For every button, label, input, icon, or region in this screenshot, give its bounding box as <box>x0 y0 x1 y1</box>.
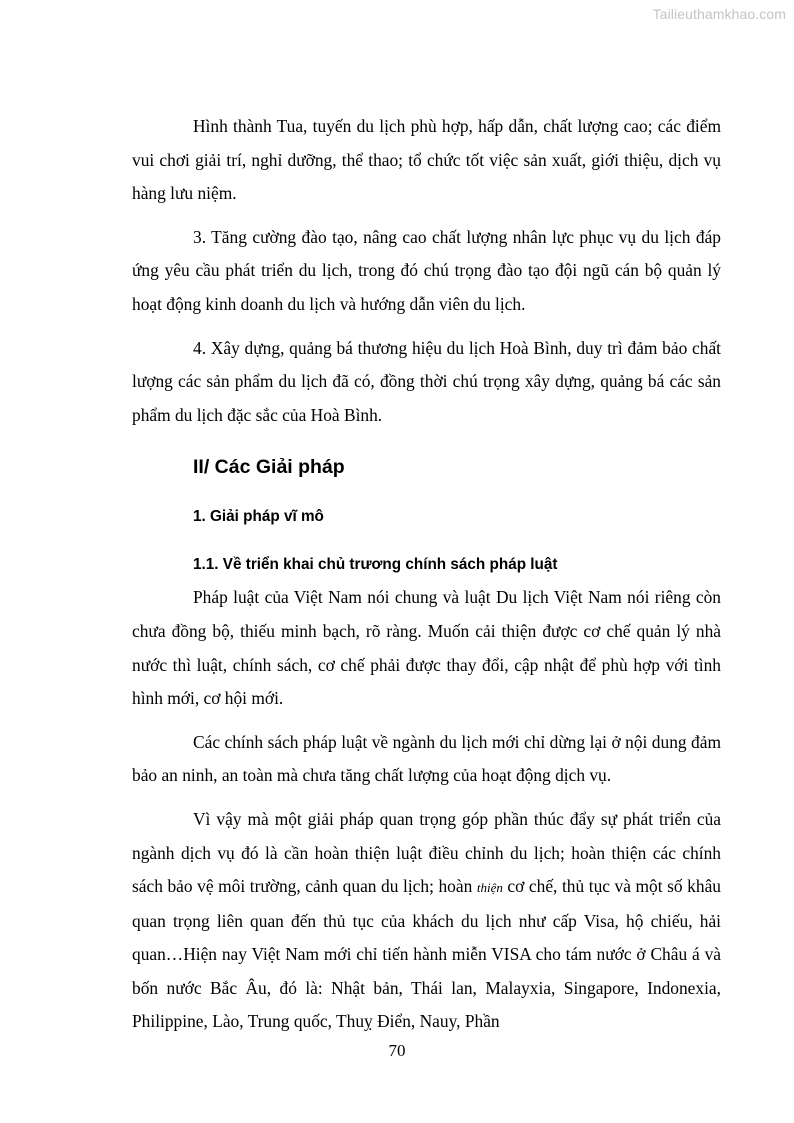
paragraph-solutions-emphasis: thiện <box>476 880 503 896</box>
page-number: 70 <box>388 1041 406 1060</box>
subsub-heading: 1.1. Về triển khai chủ trương chính sách pháp luật <box>193 556 558 574</box>
paragraph-solutions-part-1: Vì vậy mà một giải pháp quan trọng góp phần thúc đẩy sự phát triển của ngành dịch vụ đó là cần hoàn thiện luật điều chỉnh du lịch; hoàn thiện các chính sách bảo vệ môi trường, cảnh quan du lịch; hoàn <box>132 808 721 897</box>
paragraph-branding: 4. Xây dựng, quảng bá thương hiệu du lịch Hoà Bình, duy trì đảm bảo chất lượng các sản phẩm du lịch đã có, đồng thời chú trọng xây dựng, quảng bá các sản phẩm du lịch đặc sắc của Hoà Bình. <box>132 337 721 425</box>
section-heading: II/ Các Giải pháp <box>193 456 345 479</box>
paragraph-legal-policies: Các chính sách pháp luật về ngành du lịch mới chỉ dừng lại ở nội dung đảm bảo an ninh, an toàn mà chưa tăng chất lượng của hoạt động dịch vụ. <box>132 731 721 786</box>
paragraph-training: 3. Tăng cường đào tạo, nâng cao chất lượng nhân lực phục vụ du lịch đáp ứng yêu cầu phát triển du lịch, trong đó chú trọng đào tạo đội ngũ cán bộ quản lý hoạt động kinh doanh du lịch và hướng dẫn viên du lịch. <box>132 226 721 314</box>
watermark-text: Tailieuthamkhao.com <box>652 6 786 22</box>
document-page <box>132 110 721 1039</box>
sub-heading: 1. Giải pháp vĩ mô <box>193 508 324 526</box>
paragraph-tour-development: Hình thành Tua, tuyến du lịch phù hợp, hấp dẫn, chất lượng cao; các điểm vui chơi giải trí, nghỉ dưỡng, thể thao; tổ chức tốt việc sản xuất, giới thiệu, dịch vụ hàng lưu niệm. <box>132 116 721 204</box>
paragraph-legal-framework: Pháp luật của Việt Nam nói chung và luật Du lịch Việt Nam nói riêng còn chưa đồng bộ, thiếu minh bạch, rõ ràng. Muốn cải thiện được cơ chế quản lý nhà nước thì luật, chính sách, cơ chế phải được thay đổi, cập nhật để phù hợp với tình hình mới, cơ hội mới. <box>132 587 721 709</box>
paragraph-solutions <box>132 803 721 1039</box>
paragraph-solutions-part-2: cơ chế, thủ tục và một số khâu quan trọng liên quan đến thủ tục của khách du lịch như cấp Visa, hộ chiếu, hải quan…Hiện nay Việt Nam mới chỉ tiến hành miễn VISA cho tám nước ở Châu á và bốn nước Bắc Âu, đó là: Nhật bản, Thái lan, Malayxia, Singapore, Indonexia, Philippine, Lào, Trung quốc, Thuỵ Điển, Nauy, Phần <box>132 876 721 1032</box>
